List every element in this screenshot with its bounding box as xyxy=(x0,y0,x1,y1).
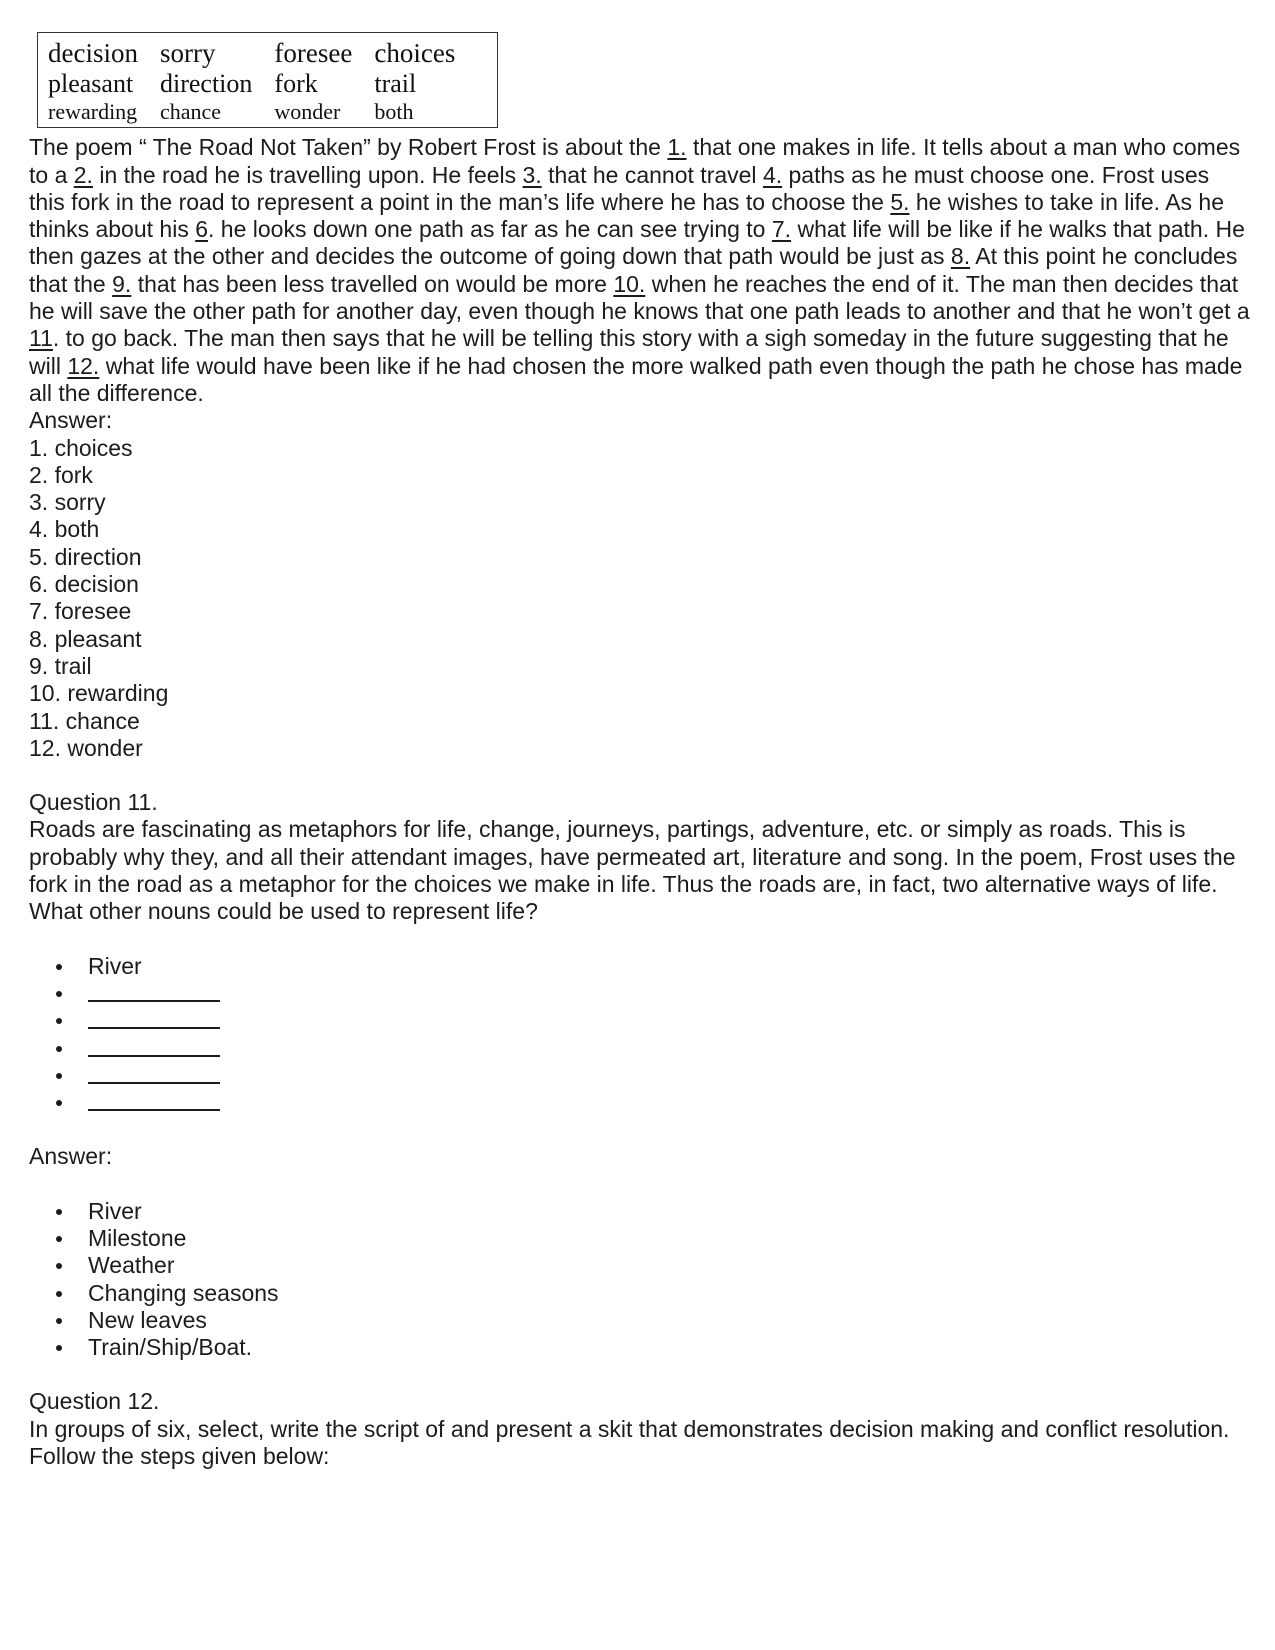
bullet-text: Train/Ship/Boat. xyxy=(88,1334,253,1361)
word-box-cell: sorry xyxy=(159,38,216,68)
passage-text: . to go back. The man then says that he will be telling this story with a sigh someday in the future suggesting that he will xyxy=(29,325,1229,379)
bullet-item xyxy=(29,1280,1251,1307)
answer-item: 7. foresee xyxy=(29,598,132,625)
blank-number: 7. xyxy=(771,216,792,243)
answer-item: 8. pleasant xyxy=(29,625,142,652)
word-box xyxy=(37,32,498,128)
bullet-icon xyxy=(56,1209,62,1215)
blank-number: 4. xyxy=(762,161,783,188)
passage-text: . he looks down one path as far as he can see trying to xyxy=(208,216,772,243)
bullet-item xyxy=(29,1062,1251,1089)
bullet-item xyxy=(29,1307,1251,1334)
word-box-cell: both xyxy=(374,99,414,124)
bullet-item xyxy=(29,1035,1251,1062)
bullet-item xyxy=(29,1225,1251,1252)
spacer xyxy=(29,926,1251,953)
bullet-item xyxy=(29,1252,1251,1279)
answer-item: 10. rewarding xyxy=(29,680,169,707)
blank-number: 9. xyxy=(112,270,132,297)
word-box-cell: pleasant xyxy=(48,69,134,98)
blank-number: 6 xyxy=(195,216,209,243)
passage-text: The poem “ The Road Not Taken” by Robert Frost is about the xyxy=(29,134,668,161)
answer-item: 11. chance xyxy=(29,707,140,734)
answer-2-bullet-list xyxy=(29,1198,1251,1362)
answer-label: Answer: xyxy=(29,1143,113,1170)
word-box-cell: direction xyxy=(159,69,253,98)
cloze-passage xyxy=(29,134,1251,407)
answer-label: Answer: xyxy=(29,407,113,434)
answer-item: 9. trail xyxy=(29,652,92,679)
spacer xyxy=(29,762,1251,789)
word-box-row xyxy=(48,99,477,125)
document-page xyxy=(29,32,1251,1470)
bullet-text: New leaves xyxy=(88,1306,207,1333)
answer-item: 1. choices xyxy=(29,434,133,461)
word-box-row xyxy=(48,37,477,69)
bullet-icon xyxy=(56,1073,62,1079)
passage-text: that one makes in life. It tells about a man who comes to a xyxy=(29,134,1241,188)
word-box-cell: decision xyxy=(48,38,138,68)
fill-in-blank[interactable] xyxy=(88,1035,220,1057)
blank-number: 8. xyxy=(950,243,971,270)
question-11-body: Roads are fascinating as metaphors for life, change, journeys, partings, adventure, etc. or simply as roads. This is probably why they, and all their attendant images, have permeated art, literature and song. In the poem, Frost uses the fork in the road as a metaphor for the choices we make in life. Thus the roads are, in fact, two alternative ways of life. What other nouns could be used to represent life? xyxy=(29,816,1236,925)
word-box-table xyxy=(48,37,477,125)
answer-item: 5. direction xyxy=(29,543,142,570)
question-12-body: In groups of six, select, write the script of and present a skit that demonstrates decision making and conflict resolution. Follow the steps given below: xyxy=(29,1415,1230,1470)
fill-in-blank[interactable] xyxy=(88,1062,220,1084)
passage-text: in the road he is travelling upon. He feels xyxy=(92,161,523,188)
answer-item: 4. both xyxy=(29,516,100,543)
word-box-cell: rewarding xyxy=(48,99,138,124)
bullet-icon xyxy=(56,1318,62,1324)
bullet-icon xyxy=(56,1018,62,1024)
blank-number: 10. xyxy=(613,270,646,297)
question-12-title: Question 12. xyxy=(29,1388,160,1415)
passage-text: paths as he must choose one. Frost uses this fork in the road to represent a point in the man’s life where he has to choose the xyxy=(29,161,1210,215)
bullet-icon xyxy=(56,1263,62,1269)
spacer xyxy=(29,1171,1251,1198)
word-box-cell: chance xyxy=(159,99,222,124)
bullet-text: Milestone xyxy=(88,1224,187,1251)
bullet-icon xyxy=(56,964,62,970)
answer-item: 12. wonder xyxy=(29,734,143,761)
passage-text: At this point he concludes that the xyxy=(29,243,1238,297)
bullet-item xyxy=(29,953,1251,980)
fill-in-blank[interactable] xyxy=(88,1007,220,1029)
word-box-row xyxy=(48,69,477,99)
blank-number: 1. xyxy=(667,134,687,161)
blank-number: 12. xyxy=(67,352,100,379)
fill-in-blank[interactable] xyxy=(88,1089,220,1111)
passage-text: what life would have been like if he had chosen the more walked path even though the path he chose has made all the difference. xyxy=(29,352,1243,406)
passage-text: what life will be like if he walks that path. He then gazes at the other and decides the outcome of going down that path would be just as xyxy=(29,216,1245,270)
answer-item: 2. fork xyxy=(29,461,93,488)
bullet-item xyxy=(29,980,1251,1007)
bullet-item xyxy=(29,1198,1251,1225)
passage-text: that has been less travelled on would be more xyxy=(131,270,614,297)
blank-number: 3. xyxy=(522,161,542,188)
word-box-cell: fork xyxy=(274,69,318,98)
word-box-cell: choices xyxy=(374,38,456,68)
blank-number: 2. xyxy=(73,161,93,188)
bullet-icon xyxy=(56,1046,62,1052)
answer-item: 6. decision xyxy=(29,571,139,598)
spacer xyxy=(29,1361,1251,1388)
bullet-text: River xyxy=(88,952,142,979)
bullet-item xyxy=(29,1089,1251,1116)
spacer xyxy=(29,1116,1251,1143)
bullet-icon xyxy=(56,1345,62,1351)
blank-number: 11 xyxy=(29,325,53,352)
blank-number: 5. xyxy=(890,188,910,215)
fill-in-blank[interactable] xyxy=(88,980,220,1002)
word-box-cell: trail xyxy=(374,69,417,98)
bullet-text: Changing seasons xyxy=(88,1279,279,1306)
word-box-cell: wonder xyxy=(274,99,341,124)
word-box-cell: foresee xyxy=(274,38,353,68)
question-11-bullet-list xyxy=(29,953,1251,1117)
passage-text: he wishes to take in life. As he thinks about his xyxy=(29,188,1225,243)
bullet-text: River xyxy=(88,1197,142,1224)
bullet-icon xyxy=(56,1236,62,1242)
answer-list xyxy=(29,435,1251,763)
bullet-icon xyxy=(56,1291,62,1297)
passage-text: that he cannot travel xyxy=(541,161,763,188)
bullet-icon xyxy=(56,1100,62,1106)
bullet-icon xyxy=(56,991,62,997)
bullet-item xyxy=(29,1334,1251,1361)
answer-item: 3. sorry xyxy=(29,489,106,516)
bullet-item xyxy=(29,1007,1251,1034)
passage-text: when he reaches the end of it. The man then decides that he will save the other path for another day, even though he knows that one path leads to another and that he won’t get a xyxy=(29,270,1250,325)
question-11-title: Question 11. xyxy=(29,789,158,816)
bullet-text: Weather xyxy=(88,1252,175,1279)
